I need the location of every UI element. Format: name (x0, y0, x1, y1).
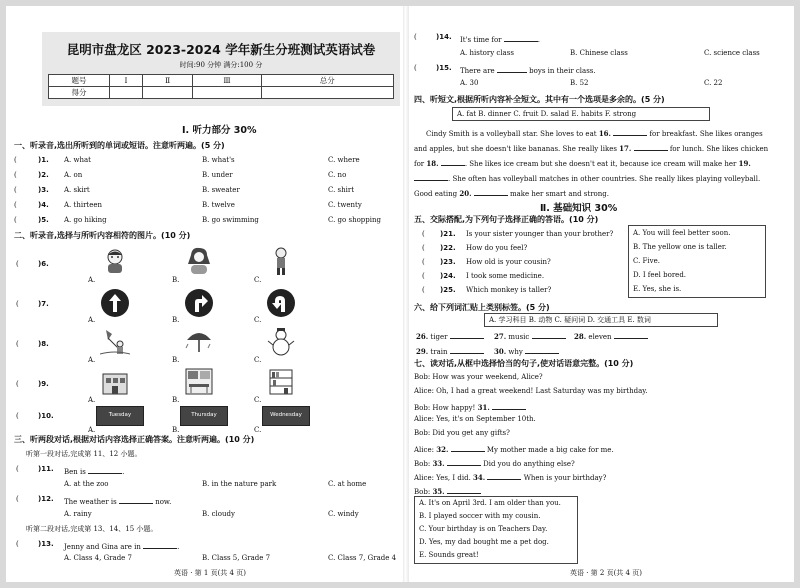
page-1 (12, 6, 400, 582)
passage-text: . She often has volleyball matches in other countries. She really likes playing volleyball. (448, 175, 761, 183)
option-a: A. Class 4, Grade 7 (64, 554, 133, 562)
answer-paren[interactable]: ( (422, 272, 425, 280)
option-b: B. Class 5, Grade 7 (202, 554, 271, 562)
answer-paren[interactable]: ( (16, 465, 19, 473)
question-number: )2. (38, 171, 49, 179)
answer-blank[interactable] (613, 127, 647, 136)
dialogue-text: Alice: Yes, I did. (414, 474, 471, 482)
dialogue-line (414, 471, 606, 482)
dialogue-option: A. It's on April 3rd. I am older than you. (419, 499, 561, 507)
option-label: B. (172, 276, 180, 284)
exam-sheet (6, 6, 794, 582)
answer-blank[interactable] (634, 142, 668, 151)
answer-blank[interactable] (414, 172, 448, 181)
question-number: 30. (494, 347, 507, 356)
kite-flying-picture (100, 326, 130, 356)
passage-line (426, 127, 763, 138)
vocab-item (574, 330, 648, 341)
passage-text: for lunch. She likes chicken (669, 145, 769, 153)
question-text: Jenny and Gina are in . (64, 540, 179, 551)
answer-blank[interactable] (504, 33, 538, 42)
answer-blank[interactable] (487, 471, 521, 480)
answer-paren[interactable]: ( (422, 230, 425, 238)
question-number: )3. (38, 186, 49, 194)
bookshelf-picture (266, 366, 296, 396)
answer-blank[interactable] (88, 465, 122, 474)
answer-option: C. Five. (633, 257, 660, 265)
passage-text: for breakfast. She likes oranges (649, 130, 763, 138)
answer-paren[interactable]: ( (16, 380, 19, 388)
section6-options-box: A. 学习科目 B. 动物 C. 疑问词 D. 交通工具 E. 数词 (484, 313, 718, 327)
option-c: C. shirt (328, 186, 355, 194)
question-number: )13. (38, 540, 54, 548)
question-number: )14. (436, 33, 452, 41)
option-a: A. what (64, 156, 91, 164)
option-a: A. rainy (64, 510, 92, 518)
answer-option: D. I feel bored. (633, 271, 687, 279)
dialogue-line (414, 443, 614, 454)
question-number: )23. (440, 258, 456, 266)
question-stem: Jenny and Gina are in (64, 543, 141, 551)
option-c: C. 22 (704, 79, 723, 87)
option-label: C. (254, 396, 262, 404)
answer-blank[interactable] (450, 330, 484, 339)
question-number: )25. (440, 286, 456, 294)
option-a: A. on (64, 171, 83, 179)
question-number: 31. (477, 403, 490, 412)
question-number: )11. (38, 465, 54, 473)
page-footer: 英语 · 第 1 页(共 4 页) (174, 569, 246, 577)
dialogue-line: Bob: How was your weekend, Alice? (414, 373, 543, 381)
dialogue-option: B. I played soccer with my cousin. (419, 512, 541, 520)
calendar-card-thursday (180, 406, 228, 426)
question-number: 26. (416, 332, 429, 341)
turn-right-sign-icon (184, 288, 214, 318)
option-c: C. no (328, 171, 347, 179)
question-tail: boys in their class. (529, 67, 596, 75)
page-footer: 英语 · 第 2 页(共 4 页) (570, 569, 642, 577)
vocab-word: eleven (588, 333, 612, 341)
answer-paren[interactable]: ( (14, 171, 17, 179)
option-a: A. thirteen (64, 201, 103, 209)
vocab-word: tiger (430, 333, 448, 341)
exam-subtitle: 时间:90 分钟 满分:100 分 (179, 61, 263, 69)
score-table (48, 74, 394, 99)
answer-blank[interactable] (474, 187, 508, 196)
question-text (64, 495, 171, 506)
answer-paren[interactable]: ( (16, 495, 19, 503)
option-label: B. (172, 426, 180, 434)
answer-paren[interactable]: ( (16, 412, 19, 420)
answer-paren[interactable]: ( (422, 244, 425, 252)
score-cell[interactable] (110, 87, 143, 99)
calendar-card-label: Tuesday (108, 412, 132, 418)
option-b: B. Chinese class (570, 49, 628, 57)
calendar-card-wednesday (262, 406, 310, 426)
passage-line (414, 142, 768, 153)
option-label: B. (172, 356, 180, 364)
vocab-word: music (508, 333, 530, 341)
question-number: 28. (574, 332, 587, 341)
question-text: I took some medicine. (466, 272, 545, 280)
answer-blank[interactable] (492, 401, 526, 410)
question-number: )15. (436, 64, 452, 72)
score-header-cell: Ⅰ (110, 75, 143, 87)
section3-heading: 三、听两段对话,根据对话内容选择正确答案。注意听两遍。(10 分) (14, 435, 255, 444)
question-text: It's time for . (460, 33, 540, 44)
classroom-picture (184, 366, 214, 396)
option-b: B. what's (202, 156, 235, 164)
snowman-picture (266, 326, 296, 356)
title-block (42, 32, 400, 106)
go-straight-sign-icon (100, 288, 130, 318)
option-label: B. (172, 396, 180, 404)
passage-text: Cindy Smith is a volleyball star. She loves to eat (426, 130, 597, 138)
answer-paren[interactable]: ( (414, 64, 417, 72)
passage-text: make her smart and strong. (509, 190, 609, 198)
building-picture (100, 366, 130, 396)
dialogue-text: When is your birthday? (523, 474, 607, 482)
question-number: )8. (38, 340, 49, 348)
passage-line (414, 187, 609, 198)
question-stem: It's time for (460, 36, 502, 44)
option-label: B. (172, 316, 180, 324)
vocab-item (416, 345, 484, 356)
option-label: A. (88, 276, 96, 284)
option-label: C. (254, 316, 262, 324)
exam-title: 昆明市盘龙区 2023-2024 学年新生分班测试英语试卷 (66, 42, 376, 57)
part1-title: Ⅰ. 听力部分 30% (182, 125, 257, 136)
passage-text: . She likes ice cream but she doesn't eat it, because ice cream will make her (464, 160, 737, 168)
option-b: B. go swimming (202, 216, 259, 224)
question-number: 27. (494, 332, 507, 341)
question-number: )7. (38, 300, 49, 308)
answer-blank[interactable] (447, 485, 481, 494)
question-number: )1. (38, 156, 49, 164)
option-a: A. go hiking (64, 216, 107, 224)
option-a: A. at the zoo (64, 480, 109, 488)
question-number: )5. (38, 216, 49, 224)
answer-blank[interactable] (441, 157, 465, 166)
answer-blank[interactable] (532, 330, 566, 339)
option-c: C. at home (328, 480, 367, 488)
calendar-card-label: Thursday (191, 412, 217, 418)
answer-paren[interactable]: ( (16, 340, 19, 348)
option-c: C. Class 7, Grade 4 (328, 554, 397, 562)
answer-paren[interactable]: ( (414, 33, 417, 41)
question-stem: The weather is (64, 498, 117, 506)
question-number: 35. (432, 487, 445, 496)
option-c: C. science class (704, 49, 760, 57)
score-cell[interactable] (261, 87, 393, 99)
section5-heading: 五、交际搭配,为下列句子选择正确的答语。(10 分) (414, 215, 599, 224)
score-cell[interactable] (193, 87, 261, 99)
answer-blank[interactable] (447, 457, 481, 466)
answer-paren[interactable]: ( (16, 300, 19, 308)
question-text: How old is your cousin? (466, 258, 551, 266)
answer-blank[interactable] (450, 345, 484, 354)
question-number: )10. (38, 412, 54, 420)
dialogue-line (414, 457, 575, 468)
question-tail: now. (155, 498, 172, 506)
option-c: C. twenty (328, 201, 362, 209)
option-b: B. twelve (202, 201, 235, 209)
sick-boy-picture (100, 246, 130, 276)
score-cell[interactable] (142, 87, 193, 99)
umbrella-picture (184, 326, 214, 356)
dialogue1-instruction: 听第一段对话,完成第 11、12 小题。 (26, 450, 142, 458)
passage-line (414, 157, 751, 168)
answer-blank[interactable] (143, 540, 177, 549)
question-number: )9. (38, 380, 49, 388)
question-stem: Ben is (64, 468, 86, 476)
dialogue-text: Alice: (414, 446, 434, 454)
option-b: B. in the nature park (202, 480, 277, 488)
dialogue-text: My mother made a big cake for me. (486, 446, 614, 454)
answer-paren[interactable]: ( (422, 286, 425, 294)
question-number: 19. (738, 159, 751, 168)
question-text (460, 64, 596, 75)
option-c: C. go shopping (328, 216, 381, 224)
passage-text: and apples, but she doesn't like bananas. She really likes (414, 145, 617, 153)
question-text: Ben is . (64, 465, 124, 476)
question-number: )12. (38, 495, 54, 503)
dialogue-option: D. Yes, my dad bought me a pet dog. (419, 538, 549, 546)
question-number: 20. (459, 189, 472, 198)
option-b: B. under (202, 171, 233, 179)
question-number: )24. (440, 272, 456, 280)
answer-paren[interactable]: ( (14, 186, 17, 194)
answer-option: B. The yellow one is taller. (633, 243, 727, 251)
section4-heading: 四、听短文,根据所听内容补全短文。其中有一个选项是多余的。(5 分) (414, 95, 665, 104)
question-text: How do you feel? (466, 244, 528, 252)
vocab-word: why (508, 348, 523, 356)
dialogue-text: Bob: (414, 460, 431, 468)
score-header-cell: Ⅱ (142, 75, 193, 87)
option-label: C. (254, 276, 262, 284)
option-b: B. cloudy (202, 510, 235, 518)
option-c: C. windy (328, 510, 359, 518)
section6-heading: 六、给下列词汇贴上类别标签。(5 分) (414, 303, 550, 312)
answer-paren[interactable]: ( (422, 258, 425, 266)
section1-heading: 一、听录音,选出所听到的单词或短语。注意听两遍。(5 分) (14, 141, 225, 150)
question-number: 34. (473, 473, 486, 482)
option-b: B. 52 (570, 79, 589, 87)
option-label: C. (254, 356, 262, 364)
section7-options-box (414, 496, 578, 564)
dialogue-text: Bob: How happy! (414, 404, 476, 412)
question-stem: There are (460, 67, 495, 75)
answer-paren[interactable]: ( (14, 216, 17, 224)
answer-option: E. Yes, she is. (633, 285, 682, 293)
answer-paren[interactable]: ( (16, 260, 19, 268)
answer-blank[interactable] (451, 443, 485, 452)
question-number: )6. (38, 260, 49, 268)
dialogue-text: Did you do anything else? (483, 460, 575, 468)
calendar-card-tuesday (96, 406, 144, 426)
answer-option: A. You will feel better soon. (633, 229, 731, 237)
question-number: 17. (619, 144, 632, 153)
section5-answer-box (628, 225, 766, 298)
question-number: )4. (38, 201, 49, 209)
part2-title: Ⅱ. 基础知识 30% (540, 203, 618, 214)
dialogue-option: E. Sounds great! (419, 551, 479, 559)
option-label: C. (254, 426, 262, 434)
option-c: C. where (328, 156, 360, 164)
answer-paren[interactable]: ( (14, 156, 17, 164)
section2-heading: 二、听录音,选择与所听内容相符的图片。(10 分) (14, 231, 191, 240)
dialogue-option: C. Your birthday is on Teachers Day. (419, 525, 548, 533)
dialogue2-instruction: 听第二段对话,完成第 13、14、15 小题。 (26, 525, 158, 533)
answer-paren[interactable]: ( (16, 540, 19, 548)
question-number: 32. (436, 445, 449, 454)
question-number: 29. (416, 347, 429, 356)
option-a: A. history class (460, 49, 514, 57)
score-row-label: 得分 (49, 87, 110, 99)
dialogue-line (414, 401, 526, 412)
option-label: A. (88, 426, 96, 434)
answer-blank[interactable] (497, 64, 527, 73)
dialogue-line: Alice: Yes, it's on September 10th. (414, 415, 536, 423)
passage-text: for (414, 160, 425, 168)
page-2 (412, 6, 788, 582)
question-text: Which monkey is taller? (466, 286, 552, 294)
question-text: Is your sister younger than your brother? (466, 230, 614, 238)
question-number: 33. (432, 459, 445, 468)
question-number: 16. (598, 129, 611, 138)
score-header-cell: 题号 (49, 75, 110, 87)
option-b: B. sweater (202, 186, 240, 194)
vocab-word: train (430, 348, 448, 356)
option-label: A. (88, 316, 96, 324)
dialogue-line (414, 485, 481, 496)
score-header-cell: 总分 (261, 75, 393, 87)
option-label: A. (88, 396, 96, 404)
section7-heading: 七、读对话,从框中选择恰当的句子,使对话语意完整。(10 分) (414, 359, 634, 368)
passage-text: Good eating (414, 190, 458, 198)
dialogue-text: Bob: (414, 488, 431, 496)
standing-boy-picture (266, 246, 296, 276)
option-label: A. (88, 356, 96, 364)
score-header-cell: Ⅲ (193, 75, 261, 87)
answer-blank[interactable] (525, 345, 559, 354)
calendar-card-label: Wednesday (270, 412, 302, 418)
answer-blank[interactable] (614, 330, 648, 339)
dialogue-line: Alice: Oh, I had a great weekend! Last Saturday was my birthday. (414, 387, 648, 395)
question-number: 18. (426, 159, 439, 168)
page-fold (403, 6, 409, 582)
dialogue-line: Bob: Did you get any gifts? (414, 429, 510, 437)
u-turn-sign-icon (266, 288, 296, 318)
option-a: A. 30 (460, 79, 479, 87)
vocab-item (494, 330, 566, 341)
question-number: )21. (440, 230, 456, 238)
option-a: A. skirt (64, 186, 90, 194)
passage-line (414, 172, 760, 183)
vocab-item (416, 330, 484, 341)
vocab-item (494, 345, 559, 356)
answer-paren[interactable]: ( (14, 201, 17, 209)
question-number: )22. (440, 244, 456, 252)
answer-blank[interactable] (119, 495, 153, 504)
sad-girl-picture (184, 246, 214, 276)
section4-options-box: A. fat B. dinner C. fruit D. salad E. habits F. strong (452, 107, 710, 121)
